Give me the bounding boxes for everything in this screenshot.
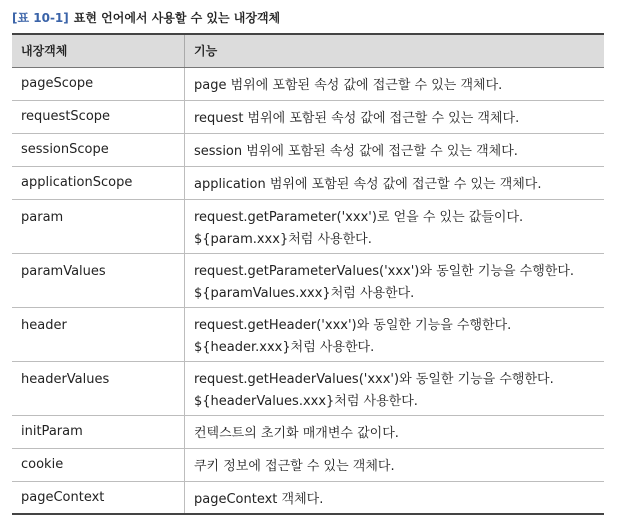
table-header-row [12,34,604,67]
table-row [12,448,604,481]
object-description [185,448,605,481]
table-row [12,67,604,100]
object-name: sessionScope [12,133,185,166]
table-row [12,133,604,166]
table-caption [12,8,280,28]
object-description [185,307,605,361]
object-name: paramValues [12,253,185,307]
description-line: request.getHeader('xxx')와 동일한 기능을 수행한다. [194,317,512,333]
description-line: ${param.xxx}처럼 사용한다. [194,231,372,247]
description-line: application 범위에 포함된 속성 값에 접근할 수 있는 객체다. [194,177,542,192]
description-line: request.getParameter('xxx')로 얻을 수 있는 값들이다. [194,209,524,225]
header-object: 내장객체 [12,34,185,67]
object-description [185,253,605,307]
object-description [185,481,605,514]
object-name: initParam [12,415,185,448]
description-line: page 범위에 포함된 속성 값에 접근할 수 있는 객체다. [194,78,503,93]
description-line: request.getParameterValues('xxx')와 동일한 기능을 수행한다. [194,263,575,279]
object-name: pageContext [12,481,185,514]
table-row [12,307,604,361]
object-description [185,133,605,166]
description-line: ${header.xxx}처럼 사용한다. [194,339,375,355]
table-row [12,415,604,448]
description-line: ${paramValues.xxx}처럼 사용한다. [194,285,415,301]
table-title: 표현 언어에서 사용할 수 있는 내장객체 [73,11,281,25]
description-line: request.getHeaderValues('xxx')와 동일한 기능을 수행한다. [194,371,554,387]
object-name: applicationScope [12,166,185,199]
object-description [185,415,605,448]
table-row [12,199,604,253]
table-row [12,361,604,415]
description-line: 쿠키 정보에 접근할 수 있는 객체다. [194,459,395,474]
object-description [185,100,605,133]
table-row [12,100,604,133]
description-line: ${headerValues.xxx}처럼 사용한다. [194,393,418,409]
description-line: pageContext 객체다. [194,491,324,507]
object-name: param [12,199,185,253]
table-number: [표 10-1] [12,11,69,25]
object-name: pageScope [12,67,185,100]
header-function: 기능 [185,34,605,67]
description-line: 컨텍스트의 초기화 매개변수 값이다. [194,426,399,441]
table-row [12,166,604,199]
implicit-objects-table [12,33,604,515]
object-description [185,361,605,415]
description-line: request 범위에 포함된 속성 값에 접근할 수 있는 객체다. [194,111,520,126]
object-description [185,166,605,199]
table-row [12,253,604,307]
description-line: session 범위에 포함된 속성 값에 접근할 수 있는 객체다. [194,144,518,159]
object-description [185,199,605,253]
table-row [12,481,604,514]
object-name: headerValues [12,361,185,415]
object-name: header [12,307,185,361]
object-description [185,67,605,100]
object-name: requestScope [12,100,185,133]
object-name: cookie [12,448,185,481]
